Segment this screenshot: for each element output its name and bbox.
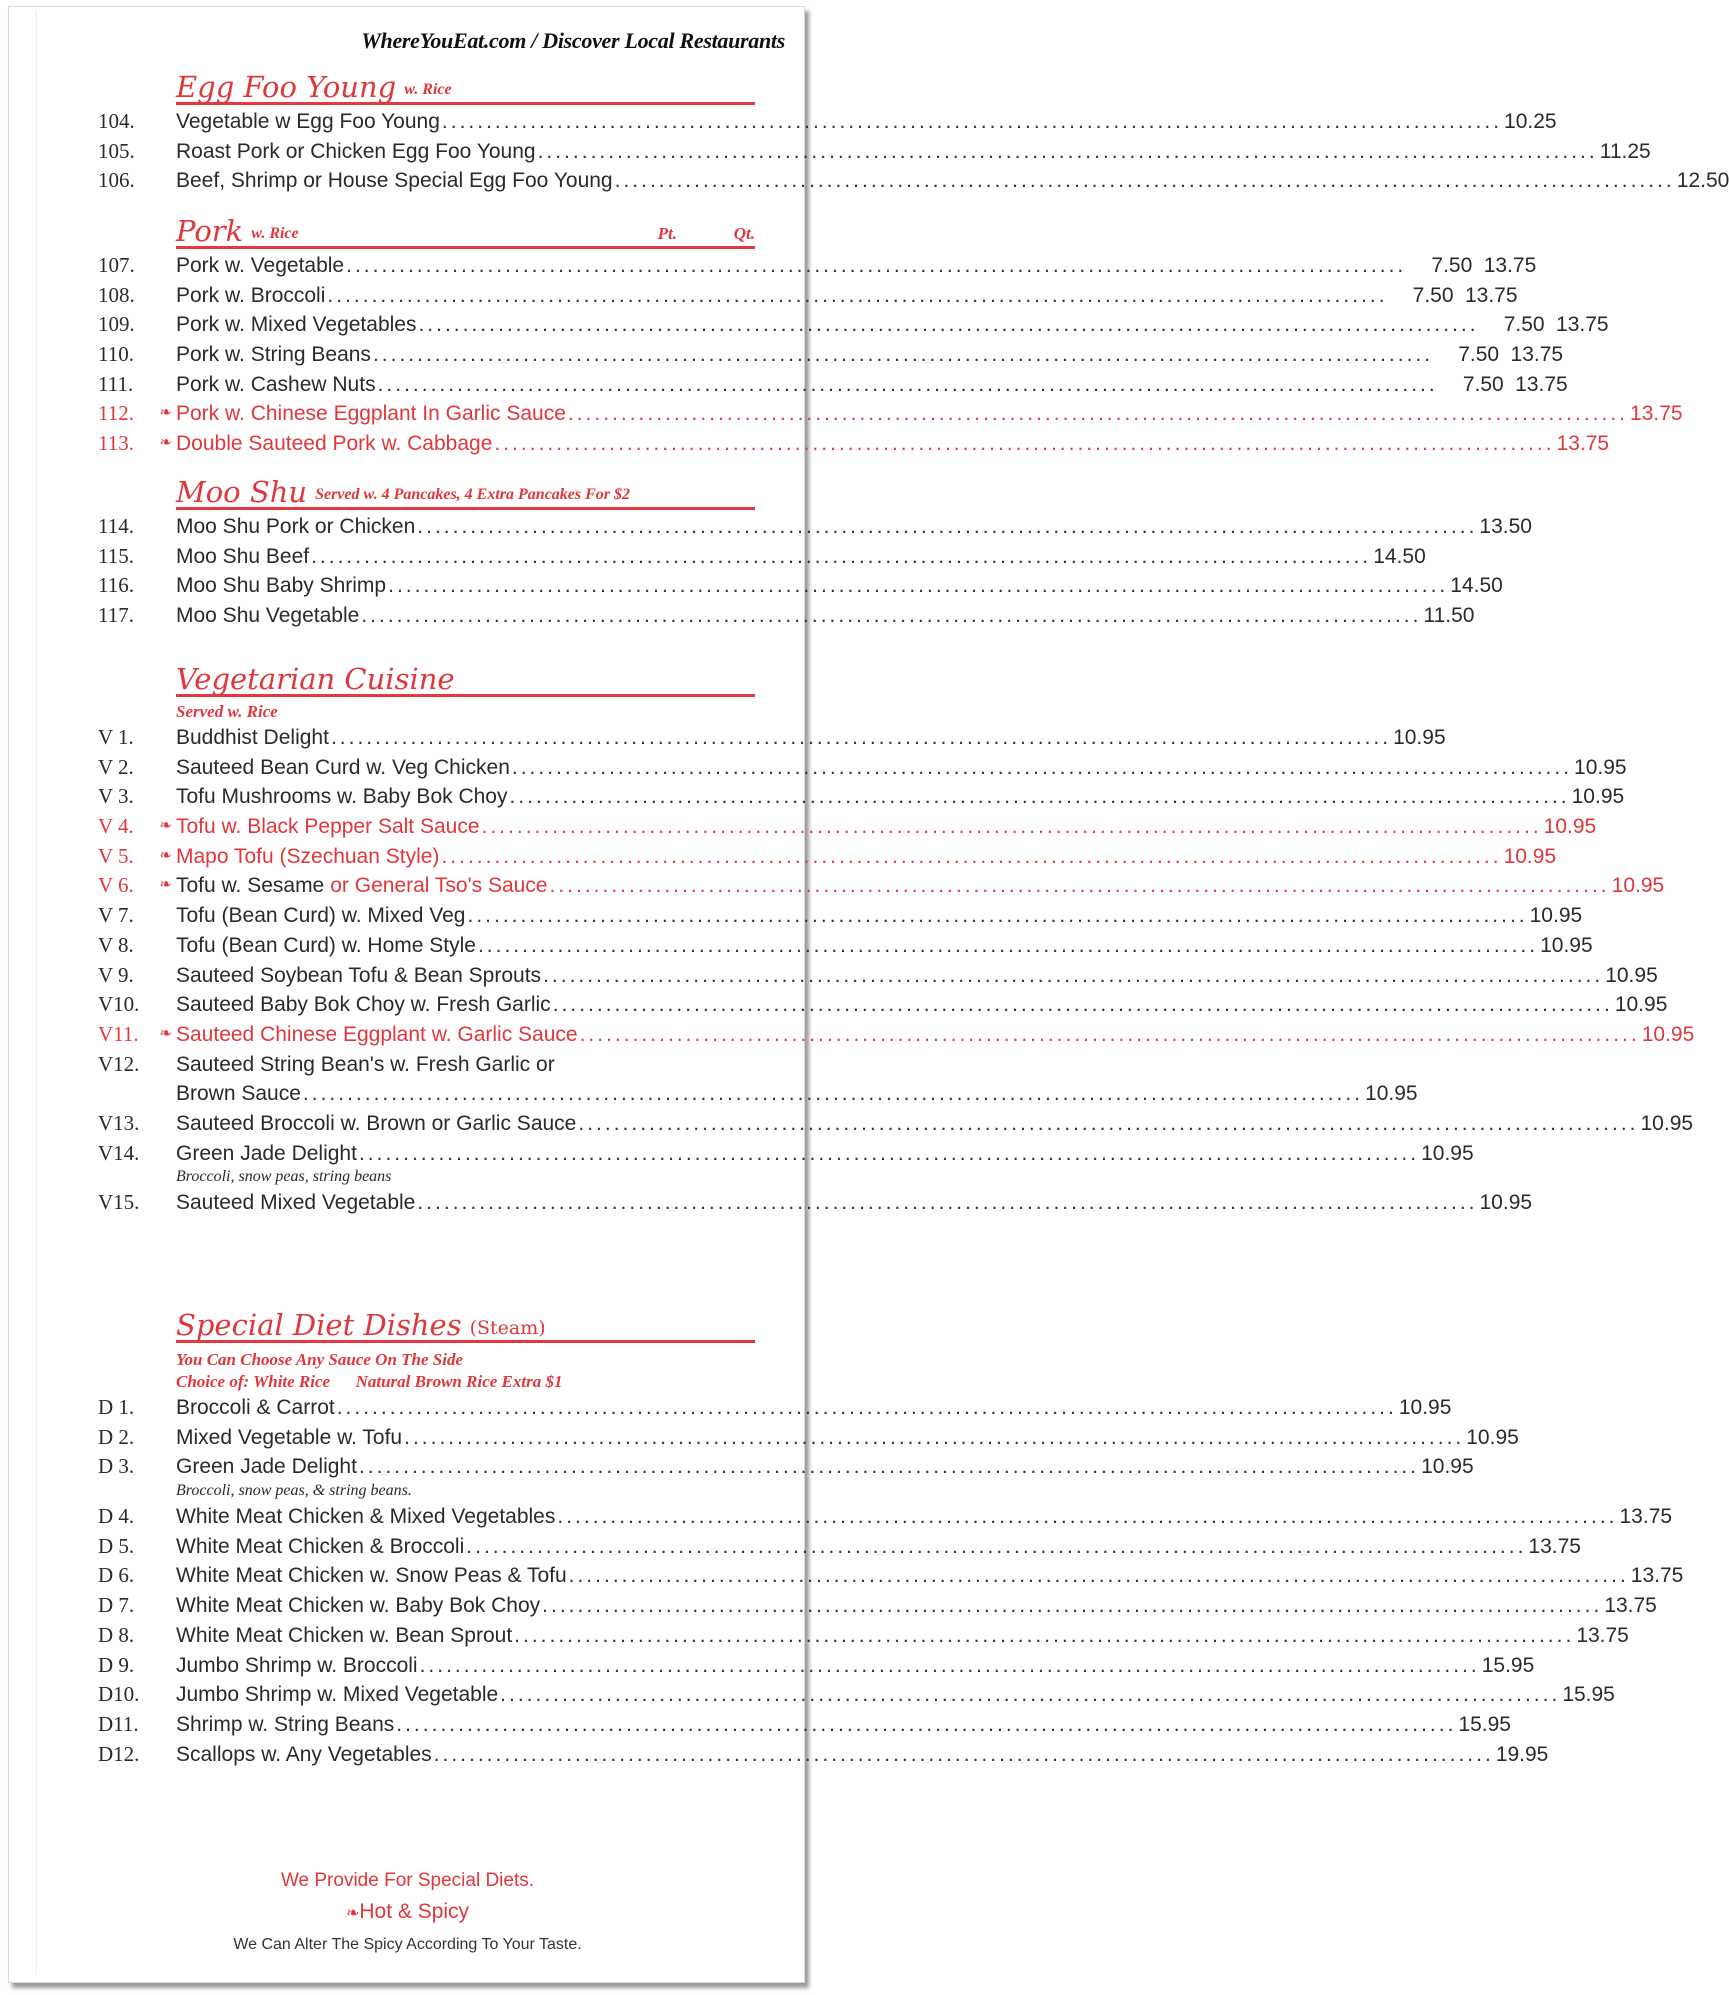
item-name: Pork w. Cashew Nuts xyxy=(176,372,376,396)
footer-spicy-note: We Can Alter The Spicy According To Your Taste. xyxy=(233,1936,582,1953)
dot-leader: ........................................................................................................................ xyxy=(614,169,1675,193)
dot-leader: ........................................................................................................................ xyxy=(330,726,1392,749)
dot-leader: ........................................................................................................................ xyxy=(419,1653,1480,1677)
item-name: Moo Shu Baby Shrimp xyxy=(176,574,387,598)
item-price: 10.95 xyxy=(1614,993,1668,1017)
item-number-text: 104. xyxy=(98,109,135,133)
dot-leader: ........................................................................................................................ xyxy=(511,755,1573,779)
item-price-pint: 7.50 xyxy=(1431,254,1473,277)
dot-leader: ........................................................................................................................ xyxy=(336,1396,1397,1419)
section-egg-foo-young xyxy=(98,70,1729,196)
item-number xyxy=(98,429,176,459)
item-number xyxy=(98,990,176,1020)
item-description: Broccoli, snow peas, string beans xyxy=(176,1168,392,1186)
item-number-text: D 8. xyxy=(98,1622,135,1647)
item-price: 10.95 xyxy=(1398,1396,1452,1419)
menu-item-row xyxy=(98,931,1593,961)
item-number-text: 107. xyxy=(98,253,135,277)
item-name: Sauteed Soybean Tofu & Bean Sprouts xyxy=(176,963,542,987)
item-number xyxy=(98,542,176,572)
item-number xyxy=(98,1710,176,1740)
dot-leader: ........................................................................................................................ xyxy=(311,544,1372,568)
dot-leader: ........................................................................................................................ xyxy=(377,372,1438,396)
item-number xyxy=(98,1680,176,1710)
dot-leader: ........................................................................................................................ xyxy=(543,963,1604,987)
menu-item-row xyxy=(98,1710,1511,1740)
menu-item-row xyxy=(98,166,1729,196)
dot-leader: ........................................................................................................................ xyxy=(417,1191,1478,1215)
item-price-pint: 7.50 xyxy=(1412,283,1454,307)
dot-leader: ........................................................................................................................ xyxy=(388,574,1449,598)
item-price: 10.95 xyxy=(1479,1191,1533,1215)
item-number xyxy=(98,370,176,400)
item-price: 13.75 xyxy=(1630,402,1683,426)
section-pork xyxy=(98,214,1683,459)
menu-item-row xyxy=(98,1740,1549,1770)
item-number xyxy=(98,1188,176,1218)
item-price-quart: 13.75 xyxy=(1556,313,1609,337)
item-number-text: 117. xyxy=(98,603,134,628)
menu-item-row xyxy=(98,723,1446,753)
item-number xyxy=(98,310,176,340)
item-name: Shrimp w. String Beans xyxy=(176,1712,395,1736)
dot-leader: ........................................................................................................................ xyxy=(346,254,1407,277)
item-number-text: V15. xyxy=(98,1190,140,1215)
menu-item-row xyxy=(98,281,1518,311)
item-number xyxy=(98,1591,176,1621)
item-number-text: V 6. xyxy=(98,873,134,898)
item-number-text: V14. xyxy=(98,1140,140,1165)
menu-item-row xyxy=(98,990,1668,1020)
section-title: Vegetarian Cuisine xyxy=(176,662,455,696)
item-number-text: V 8. xyxy=(98,932,134,957)
dot-leader: ........................................................................................................................ xyxy=(578,1111,1639,1135)
dot-leader: ........................................................................................................................ xyxy=(372,343,1434,367)
item-name: White Meat Chicken w. Bean Sprout xyxy=(176,1623,513,1647)
spicy-icon: ❧ xyxy=(345,1905,360,1922)
menu-item-row xyxy=(98,782,1625,812)
item-number-text: V11. xyxy=(98,1021,139,1046)
item-name: Green Jade Delight xyxy=(176,1455,357,1479)
item-price: 10.95 xyxy=(1365,1082,1418,1106)
dot-leader: ........................................................................................................................ xyxy=(417,515,1478,538)
dot-leader: ........................................................................................................................ xyxy=(494,432,1555,456)
spicy-icon: ❧ xyxy=(159,435,172,452)
item-number-text: D 6. xyxy=(98,1563,135,1588)
item-price: 11.50 xyxy=(1423,604,1475,628)
item-number xyxy=(98,1452,176,1482)
dot-leader: ........................................................................................................................ xyxy=(542,1594,1603,1618)
item-number-text: D11. xyxy=(98,1711,139,1736)
item-number-text: 110. xyxy=(98,342,134,367)
section-vegetarian xyxy=(98,662,1695,1218)
item-price: 10.95 xyxy=(1611,874,1665,898)
item-name: Sauteed Chinese Eggplant w. Garlic Sauce xyxy=(176,1022,578,1046)
dot-leader: ........................................................................................................................ xyxy=(433,1742,1494,1766)
item-number xyxy=(98,1109,176,1139)
menu-item-row xyxy=(98,812,1597,842)
menu-item-row xyxy=(98,1020,1695,1050)
dot-leader: ........................................................................................................................ xyxy=(567,402,1629,426)
item-price-pint: 7.50 xyxy=(1462,372,1504,396)
item-number-text: D 3. xyxy=(98,1454,135,1479)
item-number xyxy=(98,961,176,991)
item-price: 13.75 xyxy=(1576,1623,1629,1647)
item-price-quart: 13.75 xyxy=(1464,283,1518,307)
item-price: 13.75 xyxy=(1619,1505,1673,1529)
item-price: 10.95 xyxy=(1540,933,1593,957)
section-special-diet xyxy=(98,1308,1684,1769)
menu-item-row xyxy=(98,1651,1535,1681)
section-header xyxy=(176,664,755,697)
item-number xyxy=(98,1139,176,1169)
menu-item-row xyxy=(98,429,1610,459)
item-name-sauce-option: or General Tso's Sauce xyxy=(330,874,548,898)
item-name: White Meat Chicken & Broccoli xyxy=(176,1534,465,1558)
item-number xyxy=(98,1561,176,1591)
item-price: 10.95 xyxy=(1571,785,1625,809)
menu-item-row xyxy=(98,571,1503,601)
item-name: Buddhist Delight xyxy=(176,726,329,749)
item-number xyxy=(98,871,176,901)
item-price: 10.95 xyxy=(1466,1425,1519,1449)
item-name: Vegetable w Egg Foo Young xyxy=(176,110,440,133)
item-name: Scallops w. Any Vegetables xyxy=(176,1742,432,1766)
dot-leader: ........................................................................................................................ xyxy=(302,1082,1364,1106)
footer-hot-spicy-legend xyxy=(0,1900,815,1924)
item-price-quart: 13.75 xyxy=(1483,254,1537,277)
page-fold-line xyxy=(36,10,37,1975)
menu-item-row xyxy=(98,1050,755,1080)
menu-item-row xyxy=(98,1621,1629,1651)
item-price-quart: 13.75 xyxy=(1510,343,1564,367)
section-title: Egg Foo Young xyxy=(176,70,397,104)
item-description: Broccoli, snow peas, & string beans. xyxy=(176,1482,412,1500)
item-price: 10.95 xyxy=(1605,963,1658,987)
item-number xyxy=(98,601,176,631)
item-number-text: V 1. xyxy=(98,725,134,749)
item-price: 10.95 xyxy=(1421,1141,1474,1165)
item-number-text: D 1. xyxy=(98,1395,135,1419)
item-price: 13.75 xyxy=(1604,1594,1657,1618)
item-name: Tofu w. Sesame xyxy=(176,874,325,898)
item-name: Sauteed Mixed Vegetable xyxy=(176,1191,416,1215)
dot-leader: ........................................................................................................................ xyxy=(358,1455,1420,1479)
footer-special-diets: We Provide For Special Diets. xyxy=(280,1870,535,1891)
item-number-text: D 2. xyxy=(98,1424,135,1449)
dot-leader: ........................................................................................................................ xyxy=(396,1712,1457,1736)
item-price-pint: 7.50 xyxy=(1458,343,1500,367)
item-number xyxy=(98,753,176,783)
menu-item-row xyxy=(98,310,1609,340)
menu-item-row xyxy=(98,107,1557,137)
dot-leader: ........................................................................................................................ xyxy=(361,604,1422,628)
dot-leader: ........................................................................................................................ xyxy=(327,283,1388,307)
menu-item-row xyxy=(98,961,1658,991)
item-number xyxy=(98,723,176,753)
dot-leader: ........................................................................................................................ xyxy=(467,904,1528,928)
section-header xyxy=(176,1310,755,1343)
item-name: Roast Pork or Chicken Egg Foo Young xyxy=(176,139,536,163)
dot-leader: ........................................................................................................................ xyxy=(404,1425,1465,1449)
item-price: 14.50 xyxy=(1373,544,1426,568)
item-name: Broccoli & Carrot xyxy=(176,1396,335,1419)
item-name: White Meat Chicken w. Snow Peas & Tofu xyxy=(176,1564,567,1588)
spicy-icon: ❧ xyxy=(159,877,172,894)
section-title: Pork xyxy=(176,214,244,248)
spicy-icon: ❧ xyxy=(159,405,172,422)
dot-leader: ........................................................................................................................ xyxy=(481,815,1542,839)
item-price: 10.95 xyxy=(1529,904,1583,928)
item-number xyxy=(98,1651,176,1681)
section-header xyxy=(176,477,755,510)
item-price-quart: 13.75 xyxy=(1515,372,1568,396)
section-header xyxy=(176,72,755,105)
menu-item-row xyxy=(98,901,1583,931)
item-price: 13.75 xyxy=(1528,1534,1581,1558)
section-note: Served w. 4 Pancakes, 4 Extra Pancakes For $2 xyxy=(315,486,631,503)
item-name: Sauteed Baby Bok Choy w. Fresh Garlic xyxy=(176,993,551,1017)
item-number xyxy=(98,1050,176,1080)
item-name: Pork w. Vegetable xyxy=(176,254,345,277)
menu-item-row xyxy=(98,399,1683,429)
item-number-text: V13. xyxy=(98,1110,140,1135)
menu-item-row xyxy=(98,512,1532,542)
item-number-text: V 5. xyxy=(98,843,134,868)
item-name: White Meat Chicken w. Baby Bok Choy xyxy=(176,1594,541,1618)
menu-item-row xyxy=(98,1502,1673,1532)
item-price: 19.95 xyxy=(1495,1742,1549,1766)
item-number xyxy=(98,512,176,542)
item-price: 13.75 xyxy=(1630,1564,1684,1588)
item-number-text: 114. xyxy=(98,514,134,538)
item-number xyxy=(98,931,176,961)
item-price: 10.95 xyxy=(1503,844,1557,868)
section-subnote: Served w. Rice xyxy=(176,702,278,721)
menu-item-row xyxy=(98,1452,1474,1482)
item-number xyxy=(98,1621,176,1651)
item-number-text: D10. xyxy=(98,1682,140,1707)
item-price: 10.95 xyxy=(1640,1111,1694,1135)
item-price: 10.95 xyxy=(1393,726,1446,749)
section-title: Special Diet Dishes xyxy=(176,1308,462,1342)
item-price: 10.95 xyxy=(1641,1022,1695,1046)
section-note: w. Rice xyxy=(404,81,452,98)
item-name: Jumbo Shrimp w. Mixed Vegetable xyxy=(176,1683,499,1707)
item-number-text: 105. xyxy=(98,138,135,163)
item-number-text: D 9. xyxy=(98,1652,135,1677)
item-number xyxy=(98,812,176,842)
item-number xyxy=(98,842,176,872)
item-name: Pork w. Chinese Eggplant In Garlic Sauce xyxy=(176,402,566,426)
item-name: Tofu Mushrooms w. Baby Bok Choy xyxy=(176,785,508,809)
item-number-text: 112. xyxy=(98,401,134,426)
item-price: 15.95 xyxy=(1562,1683,1615,1707)
menu-item-row xyxy=(98,601,1475,631)
dot-leader: ........................................................................................................................ xyxy=(466,1534,1527,1558)
menu-item-row xyxy=(98,1423,1519,1453)
item-number-text: 106. xyxy=(98,168,135,193)
menu-item-row xyxy=(98,842,1557,872)
item-price: 12.50 xyxy=(1676,169,1729,193)
dot-leader: ........................................................................................................................ xyxy=(549,874,1610,898)
section-header xyxy=(176,216,755,249)
item-number-text: V 9. xyxy=(98,962,134,987)
item-price-pint: 7.50 xyxy=(1503,313,1545,337)
site-watermark-header: WhereYouEat.com / Discover Local Restaurants xyxy=(361,28,785,53)
item-name: Beef, Shrimp or House Special Egg Foo Young xyxy=(176,169,613,193)
dot-leader: ........................................................................................................................ xyxy=(552,993,1613,1017)
item-number-text: 115. xyxy=(98,543,134,568)
menu-item-row xyxy=(98,1532,1581,1562)
dot-leader: ........................................................................................................................ xyxy=(441,844,1502,868)
item-name: Tofu (Bean Curd) w. Mixed Veg xyxy=(176,904,466,928)
item-number xyxy=(98,281,176,311)
menu-item-row xyxy=(98,1109,1694,1139)
item-name-continued: Brown Sauce xyxy=(176,1082,301,1106)
item-name: Double Sauteed Pork w. Cabbage xyxy=(176,432,493,456)
item-number xyxy=(98,166,176,196)
dot-leader: ........................................................................................................................ xyxy=(477,933,1539,957)
item-number xyxy=(98,1740,176,1770)
menu-item-row xyxy=(98,1393,1452,1423)
menu-item-row xyxy=(98,871,1665,901)
item-price: 11.25 xyxy=(1599,139,1651,163)
column-header-pint: Pt. xyxy=(657,224,677,243)
item-name: Moo Shu Pork or Chicken xyxy=(176,515,416,538)
menu-item-row xyxy=(98,251,1537,281)
menu-item-row xyxy=(98,1139,1474,1169)
item-number-text: V10. xyxy=(98,992,140,1017)
item-number-text: 113. xyxy=(98,431,134,456)
menu-item-row xyxy=(98,1188,1533,1218)
item-number xyxy=(98,901,176,931)
section-note: (Steam) xyxy=(469,1317,546,1339)
item-price: 13.50 xyxy=(1479,515,1532,538)
item-number xyxy=(98,340,176,370)
menu-item-row xyxy=(98,340,1564,370)
item-price: 14.50 xyxy=(1450,574,1503,598)
spicy-icon: ❧ xyxy=(159,818,172,835)
item-number-text: V12. xyxy=(98,1051,140,1076)
item-number xyxy=(98,107,176,137)
item-name: Pork w. Mixed Vegetables xyxy=(176,313,417,337)
item-price: 10.95 xyxy=(1543,815,1597,839)
column-header-quart: Qt. xyxy=(733,224,755,243)
section-title: Moo Shu xyxy=(176,475,308,509)
spicy-icon: ❧ xyxy=(159,1025,172,1042)
menu-item-row-continued xyxy=(98,1079,1418,1109)
item-name: Mixed Vegetable w. Tofu xyxy=(176,1425,403,1449)
item-number-text: V 7. xyxy=(98,903,134,928)
section-note: w. Rice xyxy=(251,225,299,242)
dot-leader: ........................................................................................................................ xyxy=(537,139,1598,163)
item-number xyxy=(98,782,176,812)
item-number-text: 111. xyxy=(98,371,134,396)
item-number xyxy=(98,399,176,429)
item-number-text: D12. xyxy=(98,1741,140,1766)
item-price: 10.25 xyxy=(1504,110,1557,133)
hot-spicy-label: Hot & Spicy xyxy=(359,1900,470,1923)
item-number xyxy=(98,251,176,281)
menu-item-row xyxy=(98,137,1651,167)
item-name: Sauteed Bean Curd w. Veg Chicken xyxy=(176,755,510,779)
section-subnote: Choice of: White Rice Natural Brown Rice Extra $1 xyxy=(176,1372,563,1391)
menu-item-row xyxy=(98,1680,1615,1710)
item-price: 15.95 xyxy=(1481,1653,1535,1677)
item-number-text: 116. xyxy=(98,573,134,598)
item-number-text: 109. xyxy=(98,312,135,337)
item-name: Moo Shu Vegetable xyxy=(176,604,360,628)
item-number-text: V 3. xyxy=(98,784,134,809)
item-number-text: V 2. xyxy=(98,754,134,779)
item-name: Pork w. Broccoli xyxy=(176,283,326,307)
item-number-text: 108. xyxy=(98,282,135,307)
item-name: Tofu (Bean Curd) w. Home Style xyxy=(176,933,476,957)
item-price: 10.95 xyxy=(1574,755,1627,779)
dot-leader: ........................................................................................................................ xyxy=(418,313,1479,337)
section-moo-shu xyxy=(98,475,1532,631)
item-number xyxy=(98,571,176,601)
menu-item-row xyxy=(98,542,1426,572)
item-price: 13.75 xyxy=(1556,432,1610,456)
menu-item-row xyxy=(98,370,1568,400)
item-number-text: D 4. xyxy=(98,1504,135,1529)
dot-leader: ........................................................................................................................ xyxy=(358,1141,1420,1165)
section-subnote: You Can Choose Any Sauce On The Side xyxy=(176,1350,463,1369)
item-number xyxy=(98,1502,176,1532)
menu-item-row xyxy=(98,753,1627,783)
item-name: Jumbo Shrimp w. Broccoli xyxy=(176,1653,418,1677)
item-name: Pork w. String Beans xyxy=(176,343,371,367)
dot-leader: ........................................................................................................................ xyxy=(579,1022,1640,1046)
item-number-text: V 4. xyxy=(98,814,134,839)
item-name: Tofu w. Black Pepper Salt Sauce xyxy=(176,815,480,839)
item-name: Sauteed Broccoli w. Brown or Garlic Sauce xyxy=(176,1111,577,1135)
item-name: Sauteed String Bean's w. Fresh Garlic or xyxy=(176,1052,555,1076)
menu-item-row xyxy=(98,1591,1657,1621)
item-number xyxy=(98,137,176,167)
item-name: White Meat Chicken & Mixed Vegetables xyxy=(176,1505,556,1529)
item-number xyxy=(98,1393,176,1423)
dot-leader: ........................................................................................................................ xyxy=(568,1564,1629,1588)
item-number xyxy=(98,1020,176,1050)
item-name: Mapo Tofu (Szechuan Style) xyxy=(176,844,440,868)
item-number xyxy=(98,1423,176,1453)
item-name: Moo Shu Beef xyxy=(176,544,310,568)
dot-leader: ........................................................................................................................ xyxy=(500,1683,1561,1707)
item-number-text: D 7. xyxy=(98,1593,135,1618)
item-price: 10.95 xyxy=(1421,1455,1474,1479)
dot-leader: ........................................................................................................................ xyxy=(514,1623,1575,1647)
menu-item-row xyxy=(98,1561,1684,1591)
item-number-text: D 5. xyxy=(98,1533,135,1558)
item-name: Green Jade Delight xyxy=(176,1141,357,1165)
item-price: 15.95 xyxy=(1458,1712,1511,1736)
item-number xyxy=(98,1532,176,1562)
spicy-icon: ❧ xyxy=(159,847,172,864)
dot-leader: ........................................................................................................................ xyxy=(557,1505,1618,1529)
dot-leader: ........................................................................................................................ xyxy=(441,110,1503,133)
dot-leader: ........................................................................................................................ xyxy=(509,785,1570,809)
